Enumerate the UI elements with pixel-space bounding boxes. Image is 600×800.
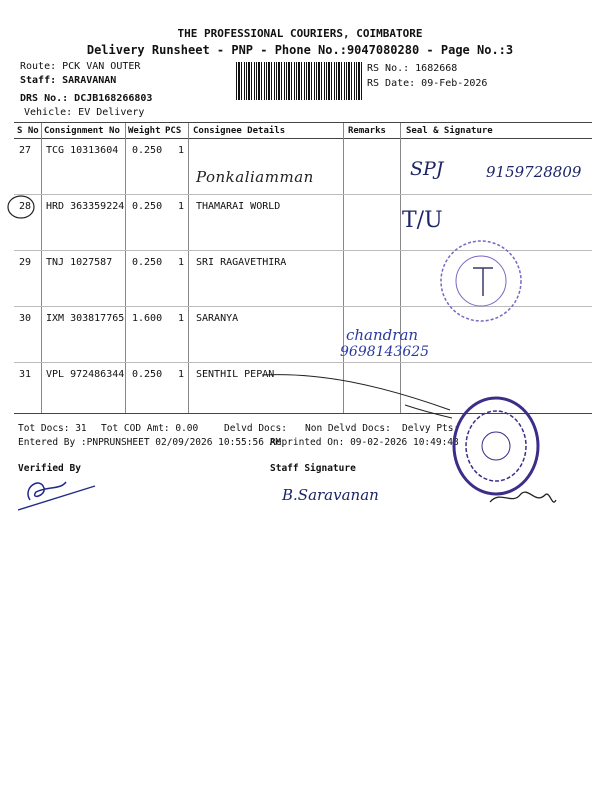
row-sno: 31 <box>19 369 32 380</box>
row-consignee: SRI RAGAVETHIRA <box>196 257 287 268</box>
row-consignment: TNJ 1027587 <box>46 257 113 268</box>
handwritten-phone: 9698143625 <box>340 344 430 360</box>
col-header-remarks: Remarks <box>348 126 386 136</box>
row-consignee: SARANYA <box>196 313 239 324</box>
row-weight: 0.250 <box>132 257 163 268</box>
col-header-sno: S No <box>17 126 39 136</box>
col-header-consignee: Consignee Details <box>193 126 286 136</box>
row-pcs: 1 <box>178 369 185 380</box>
row-consignment: IXM 303817765 <box>46 313 125 324</box>
delivered-docs: Delvd Docs: <box>224 423 287 434</box>
col-header-seal: Seal & Signature <box>406 126 493 136</box>
row-pcs: 1 <box>178 313 185 324</box>
handwritten-receiver-name: Ponkaliamman <box>196 168 314 186</box>
row-sno: 29 <box>19 257 32 268</box>
handwritten-remark: T/U <box>402 208 443 233</box>
total-cod-amount: Tot COD Amt: 0.00 <box>101 423 199 434</box>
handwritten-staff-signature: B.Saravanan <box>282 486 379 504</box>
vehicle-label: Vehicle: EV Delivery <box>24 107 145 118</box>
row-weight: 0.250 <box>132 145 163 156</box>
row-sno: 28 <box>19 201 32 212</box>
handwritten-phone: 9159728809 <box>486 163 582 181</box>
row-sno: 27 <box>19 145 32 156</box>
route-label: Route: PCK VAN OUTER <box>20 61 141 72</box>
non-delivered-docs: Non Delvd Docs: <box>305 423 391 434</box>
col-header-pcs: PCS <box>165 126 182 136</box>
row-consignment: HRD 363359224 <box>46 201 125 212</box>
total-docs: Tot Docs: 31 <box>18 423 87 434</box>
verified-by-label: Verified By <box>18 463 81 474</box>
row-weight: 0.250 <box>132 201 163 212</box>
row-pcs: 1 <box>178 145 185 156</box>
courier-seal-stamp <box>450 394 542 498</box>
row-sno: 30 <box>19 313 32 324</box>
receiver-stamp <box>438 238 524 324</box>
row-consignee: THAMARAI WORLD <box>196 201 281 212</box>
row-weight: 0.250 <box>132 369 163 380</box>
staff-label: Staff: SARAVANAN <box>20 75 117 86</box>
page-subtitle: Delivery Runsheet - PNP - Phone No.:9047080280 - Page No.:3 <box>86 43 514 57</box>
reprinted-on: Reprinted On: 09-02-2026 10:49:48 <box>270 437 459 448</box>
row-weight: 1.600 <box>132 313 163 324</box>
row-consignment: VPL 972486344 <box>46 369 125 380</box>
entered-by: Entered By :PNPRUNSHEET 02/09/2026 10:55:56 AM <box>18 437 282 448</box>
row-pcs: 1 <box>178 257 185 268</box>
delivery-points: Delvy Pts: <box>402 423 460 434</box>
row-pcs: 1 <box>178 201 185 212</box>
handwritten-signature: SPJ <box>410 158 444 180</box>
row-consignee: SENTHIL PEPAN <box>196 369 275 380</box>
staff-signature-label: Staff Signature <box>270 463 356 474</box>
rs-number: RS No.: 1682668 <box>367 63 458 74</box>
page-title: THE PROFESSIONAL COURIERS, COIMBATORE <box>177 27 423 40</box>
drs-label: DRS No.: DCJB168266803 <box>20 93 153 104</box>
rs-date: RS Date: 09-Feb-2026 <box>367 78 488 89</box>
row-consignment: TCG 10313604 <box>46 145 119 156</box>
col-header-consignment: Consignment No <box>44 126 120 136</box>
col-header-weight: Weight <box>128 126 161 136</box>
handwritten-receiver-name: chandran <box>346 326 419 344</box>
